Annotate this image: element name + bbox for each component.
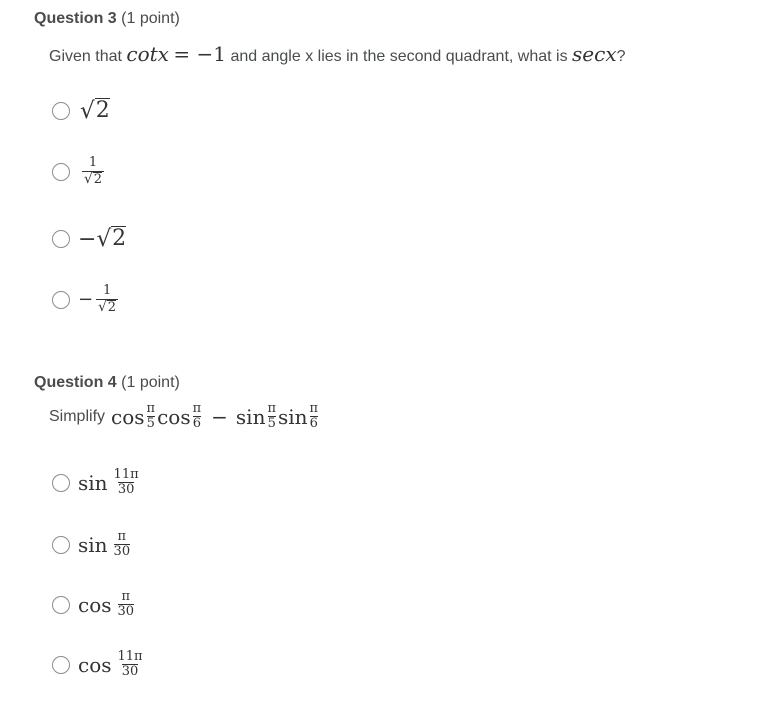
q3-choice-1[interactable] — [52, 98, 110, 124]
fraction-pi-6: π 6 — [192, 401, 202, 432]
choice-math — [78, 530, 132, 560]
question-points: (1 point) — [121, 10, 180, 27]
math-minus: − — [211, 404, 228, 429]
radio-button[interactable] — [52, 596, 70, 614]
math-equals: = −1 — [173, 42, 227, 66]
choice-math — [78, 650, 145, 680]
fraction-pi-5: π 5 — [267, 401, 276, 432]
choice-math — [78, 284, 118, 316]
choice-math — [82, 156, 104, 188]
prompt-text: Simplify — [49, 407, 106, 425]
fraction: 1 √ 2 — [98, 283, 117, 315]
minus-sign: − — [78, 289, 94, 311]
math-cos: cos — [157, 404, 191, 429]
choice-math — [78, 590, 136, 620]
q4-choice-1[interactable] — [52, 468, 141, 498]
radio-button[interactable] — [52, 163, 70, 181]
fraction: 11π 30 — [113, 467, 139, 498]
choice-math — [78, 468, 141, 498]
question-3-prompt — [49, 42, 626, 66]
fraction-pi-5: π 5 — [146, 401, 156, 432]
radio-button[interactable] — [52, 474, 70, 492]
minus-sign: − — [78, 226, 97, 252]
choice-math — [78, 226, 126, 252]
choice-math — [80, 98, 110, 124]
question-4-title — [34, 374, 180, 392]
math-function: cos — [78, 592, 112, 617]
math-secx: secx — [572, 42, 617, 66]
question-number: Question 4 — [34, 374, 117, 391]
math-cotx: cotx — [126, 42, 169, 66]
sqrt-symbol: √ 2 — [96, 226, 127, 252]
math-sin: sin — [235, 404, 266, 429]
prompt-text: Given that — [49, 48, 122, 65]
math-cos: cos — [111, 404, 145, 429]
fraction-pi-6: π 6 — [309, 401, 319, 432]
q4-choice-4[interactable] — [52, 650, 145, 680]
question-4-prompt — [49, 402, 320, 432]
question-points: (1 point) — [121, 374, 180, 391]
prompt-text: and angle x lies in the second quadrant, what is — [230, 48, 568, 65]
q3-choice-4[interactable] — [52, 284, 118, 316]
question-3-title — [34, 10, 180, 28]
radio-button[interactable] — [52, 291, 70, 309]
radio-button[interactable] — [52, 102, 70, 120]
sqrt-symbol: √ 2 — [80, 98, 110, 124]
q3-choice-2[interactable] — [52, 156, 104, 188]
q4-choice-3[interactable] — [52, 590, 136, 620]
fraction: 11π 30 — [117, 649, 143, 680]
fraction: 1 √ 2 — [84, 155, 102, 187]
radio-button[interactable] — [52, 656, 70, 674]
math-function: sin — [78, 532, 108, 557]
math-sin: sin — [278, 404, 308, 429]
prompt-question-mark: ? — [616, 48, 626, 65]
fraction: π 30 — [117, 589, 135, 620]
math-function: cos — [78, 652, 112, 677]
math-function: sin — [78, 470, 108, 495]
q4-choice-2[interactable] — [52, 530, 132, 560]
fraction: π 30 — [113, 529, 131, 560]
q3-choice-3[interactable] — [52, 226, 126, 252]
question-number: Question 3 — [34, 10, 117, 27]
radio-button[interactable] — [52, 230, 70, 248]
radio-button[interactable] — [52, 536, 70, 554]
